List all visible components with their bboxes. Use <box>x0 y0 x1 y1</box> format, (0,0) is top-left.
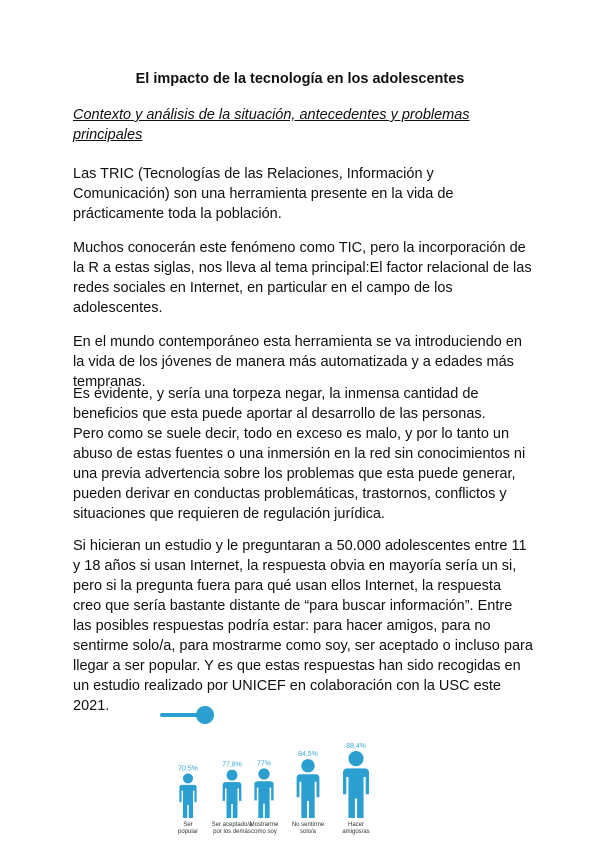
category-label: popular <box>177 829 199 835</box>
percentage-label: 70,5% <box>178 765 198 773</box>
category-label: Hacer <box>347 822 365 828</box>
percentage-label: 77,8% <box>222 761 242 769</box>
percentage-label: 84,5% <box>298 751 318 759</box>
section-heading: Contexto y análisis de la situación, antecedentes y problemas principales <box>73 107 470 143</box>
person-icon <box>223 770 242 818</box>
paragraph-study: Si hicieran un estudio y le preguntaran a 50.000 adolescentes entre 11 y 18 años si usan Internet, la respuesta obvia en mayoría sería un si, pero si la pregunta fuera para qué usan ellos Internet, la respuesta creo que sería bastante distante de “para buscar información”. Entre las posibles respuestas podría estar: para hacer amigos, para no sentirme solo/a, para mostrarme como soy, ser aceptado o incluso para llegar a ser popular. Y es que estas respuestas han sido recogidas en un estudio realizado por UNICEF en colaboración con la USC este 2021. <box>73 538 533 714</box>
category-label: por los demás <box>213 829 251 835</box>
percentage-label: 88,4% <box>346 743 366 751</box>
paragraph-tic: Muchos conocerán este fenómeno como TIC, pero la incorporación de la R a estas siglas, nos lleva al tema principal:El factor relacional de las redes sociales en Internet, en particular en el campo de los adolescentes. <box>73 240 532 316</box>
person-icon <box>254 768 273 818</box>
paragraph-benefits: Es evidente, y sería una torpeza negar, la inmensa cantidad de beneficios que esta puede aportar al desarrollo de las personas. <box>73 386 486 422</box>
percentage-label: 77% <box>256 760 272 768</box>
person-icon <box>297 759 320 818</box>
paragraph-tric: Las TRIC (Tecnologías de las Relaciones, Información y Comunicación) son una herramienta presente en la vida de prácticamente toda la población. <box>73 166 454 222</box>
category-label: No sentirme <box>291 822 325 828</box>
category-label: como soy <box>251 829 277 835</box>
category-label: Mostrarme <box>249 822 279 828</box>
category-label: Ser aceptado/a <box>211 822 253 828</box>
category-label: amigos/as <box>342 829 370 835</box>
figure-badge <box>196 706 214 724</box>
paragraph-excess: Pero como se suele decir, todo en exceso es malo, y por lo tanto un abuso de estas fuentes o una inmersión en la red sin conocimientos ni una previa advertencia sobre los problemas que esta puede generar, pueden derivar en conductas problemáticas, trastornos, conflictos y situaciones que requieren de regulación jurídica. <box>73 426 526 522</box>
paragraph-contemporary: En el mundo contemporáneo esta herramienta se va introduciendo en la vida de los jóvenes de manera más automatizada y a edades más tempranas. <box>73 334 522 390</box>
people-group <box>178 743 370 835</box>
person-icon <box>343 751 369 818</box>
survey-figure <box>160 700 420 840</box>
category-label: Ser <box>183 822 193 828</box>
document-title: El impacto de la tecnología en los adolescentes <box>135 71 465 87</box>
category-label: solo/a <box>299 829 317 835</box>
person-icon <box>179 773 196 818</box>
